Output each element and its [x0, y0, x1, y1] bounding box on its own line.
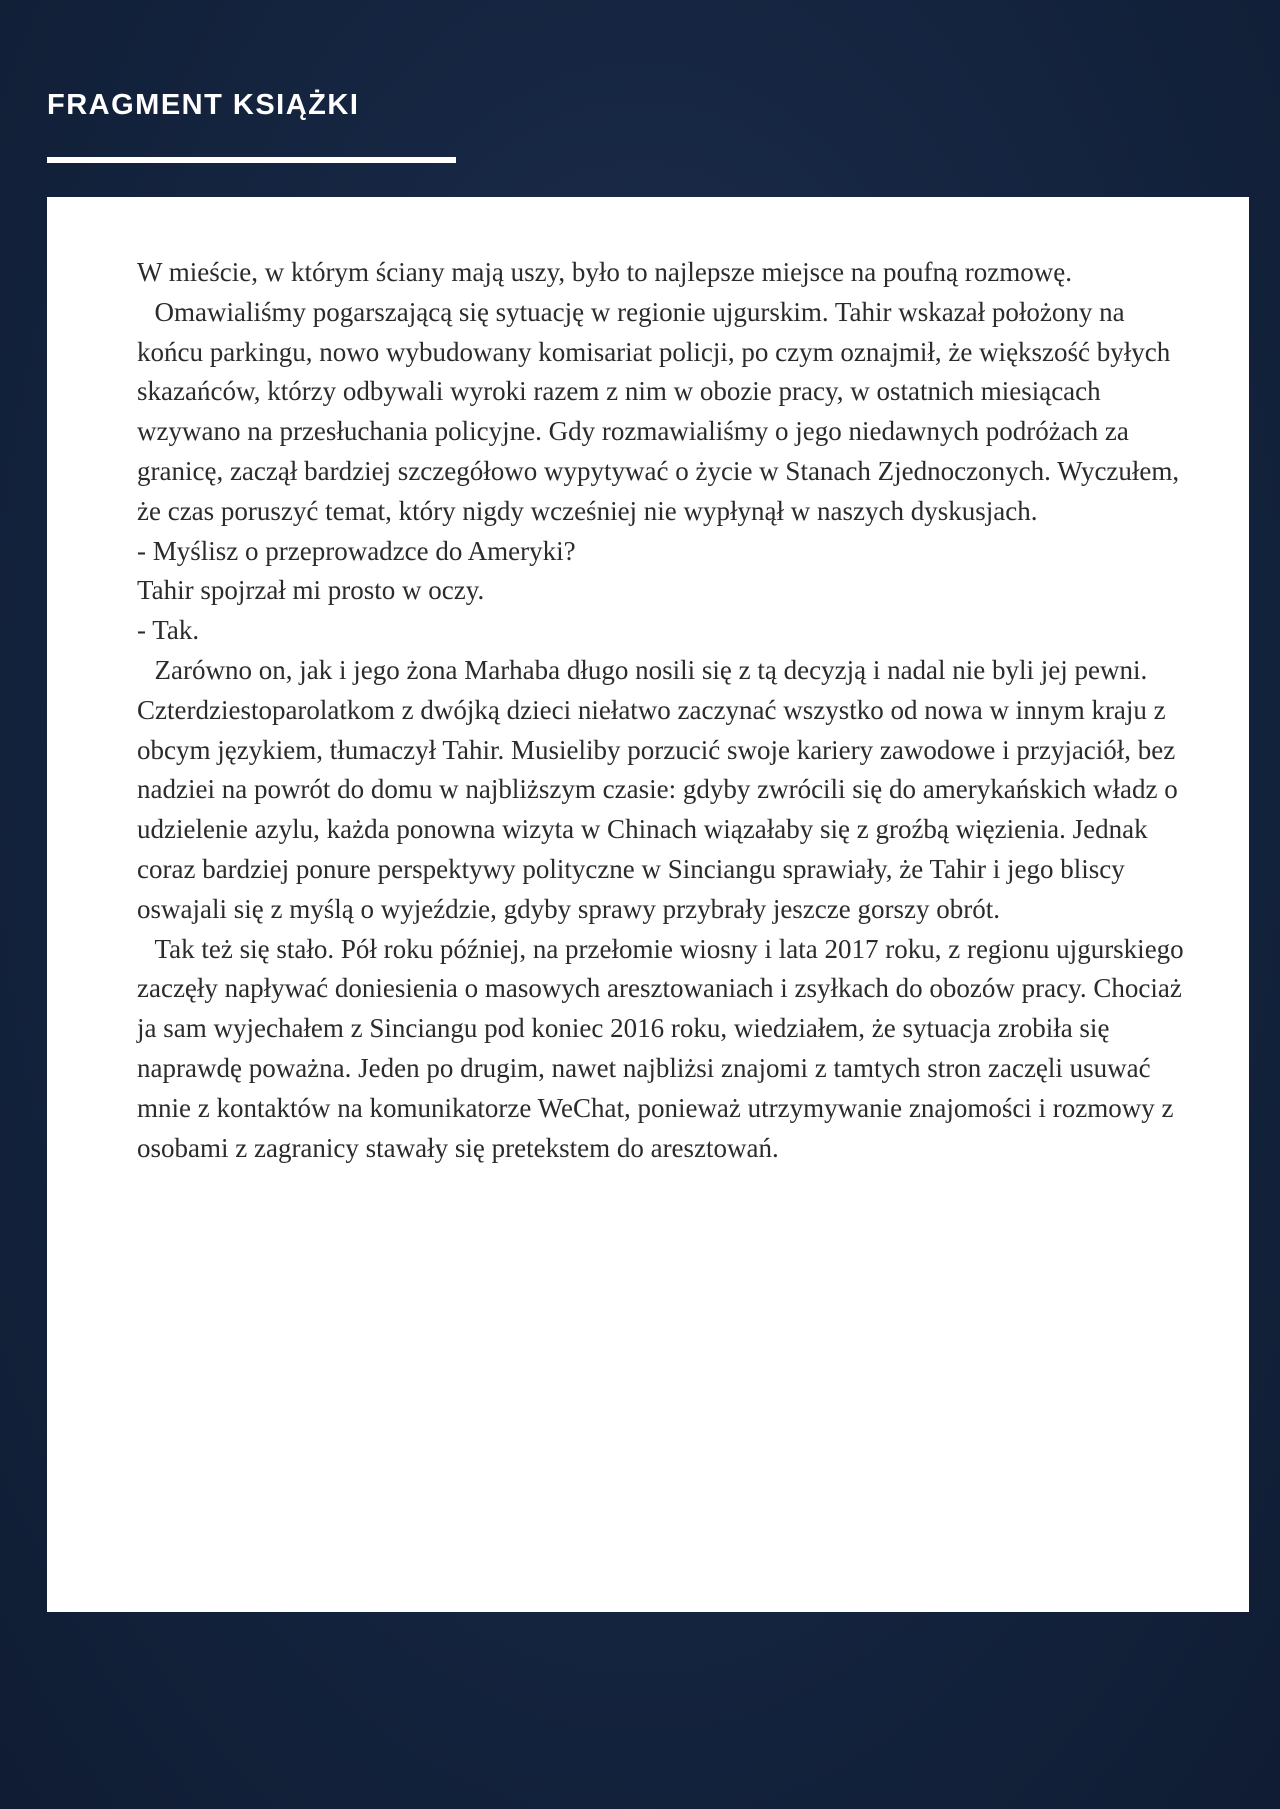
- dialogue-line: - Myślisz o przeprowadzce do Ameryki?: [137, 535, 576, 566]
- article-paragraph: Omawialiśmy pogarszającą się sytuację w regionie ujgurskim. Tahir wskazał położony na końcu parkingu, nowo wybudowany komisariat policji, po czym oznajmił, że większość byłych skazańców, którzy odbywali wyroki razem z nim w obozie pracy, w ostatnich miesiącach wzywano na przesłuchania policyjne. Gdy rozmawialiśmy o jego niedawnych podróżach za granicę, zaczął bardziej szczegółowo wypytywać o życie w Stanach Zjednoczonych. Wyczułem, że czas poruszyć temat, który nigdy wcześniej nie wypłynął w naszych dyskusjach.: [137, 296, 1180, 526]
- page-title: FRAGMENT KSIĄŻKI: [47, 89, 360, 121]
- article-body: [137, 253, 1197, 1168]
- page-header: [47, 88, 457, 122]
- article-paragraph: W mieście, w którym ściany mają uszy, było to najlepsze miejsce na poufną rozmowę.: [137, 257, 1072, 287]
- article-paragraph: Tahir spojrzał mi prosto w oczy.: [137, 575, 485, 606]
- article-paragraph: Zarówno on, jak i jego żona Marhaba długo nosili się z tą decyzją i nadal nie byli jej pewni. Czterdziestoparolatkom z dwójką dzieci niełatwo zaczynać wszystko od nowa w innym kraju z obcym językiem, tłumaczył Tahir. Musieliby porzucić swoje kariery zawodowe i przyjaciół, bez nadziei na powrót do domu w najbliższym czasie: gdyby zwrócili się do amerykańskich władz o udzielenie azylu, każda ponowna wizyta w Chinach wiązałaby się z groźbą więzienia. Jednak coraz bardziej ponure perspektywy polityczne w Sinciangu sprawiały, że Tahir i jego bliscy oswajali się z myślą o wyjeździe, gdyby sprawy przybrały jeszcze gorszy obrót.: [137, 654, 1178, 924]
- dialogue-line: - Tak.: [137, 615, 200, 646]
- article-paragraph: Tak też się stało. Pół roku później, na przełomie wiosny i lata 2017 roku, z regionu ujgurskiego zaczęły napływać doniesienia o masowych aresztowaniach i zsyłkach do obozów pracy. Chociaż ja sam wyjechałem z Sinciangu pod koniec 2016 roku, wiedziałem, że sytuacja zrobiła się naprawdę poważna. Jeden po drugim, nawet najbliżsi znajomi z tamtych stron zaczęli usuwać mnie z kontaktów na komunikatorze WeChat, ponieważ utrzymywanie znajomości i rozmowy z osobami z zagranicy stawały się pretekstem do aresztowań.: [137, 933, 1184, 1163]
- article-card: [47, 197, 1249, 1612]
- title-underline: [47, 157, 456, 163]
